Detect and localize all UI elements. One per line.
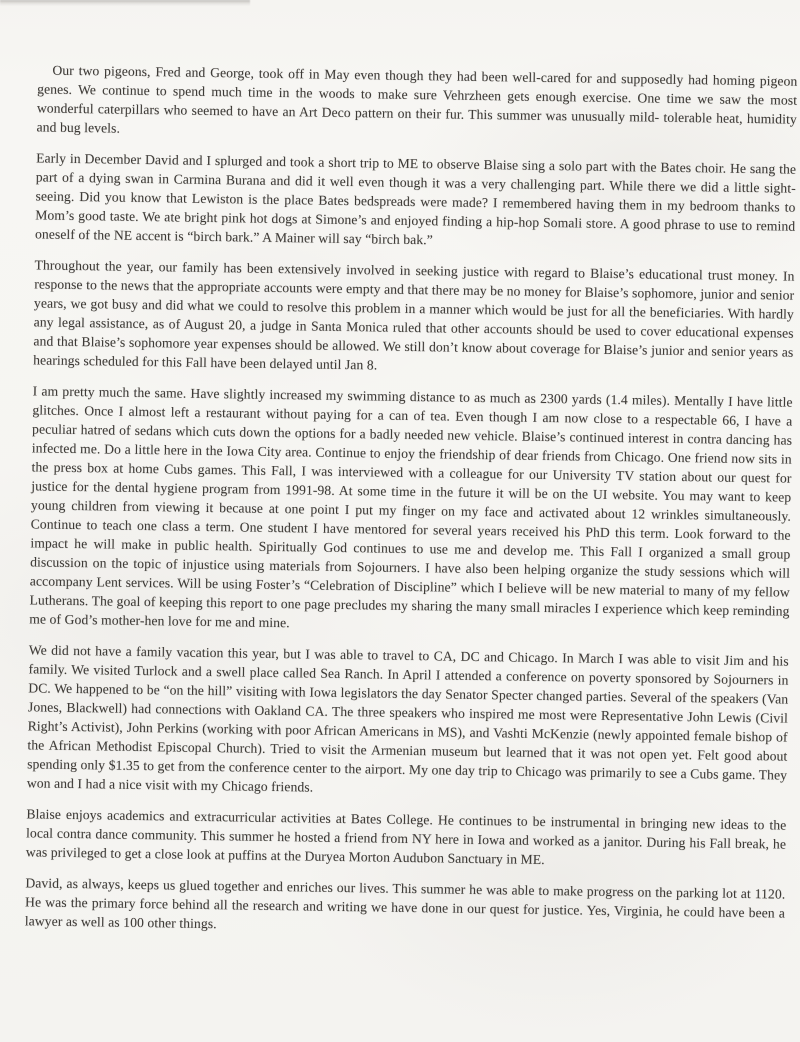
paragraph-personal-update: I am pretty much the same. Have slightly increased my swimming distance to as much as 2300 yards (1.4 miles). Mentally I have little glitches. Once I almost left a restaurant without paying for a can of tea. Even though I am now close to a respectable 66, I have a peculiar hatred of sedans which cuts down the options for a badly needed new vehicle. Blaise’s continued interest in contra dancing has infected me. Do a little here in the Iowa City area. Continue to enjoy the friendship of dear friends from Chicago. One friend now sits in the press box at home Cubs games. This Fall, I was interviewed with a colleague for our University TV station about our quest for justice for the dental hygiene program from 1991-98. At some time in the future it will be on the UI website. You may want to keep young children from viewing it because at one point I put my finger on my face and activated about 12 wrinkles simultaneously. Continue to teach one class a term. One student I have mentored for several years received his PhD this term. Look forward to the impact he will make in public health. Spiritually God continues to use me and develop me. This Fall I organized a small group discussion on the topic of injustice using materials from Sojourners. I have also been helping organize the study sessions which will accompany Lent services. Will be using Foster’s “Celebration of Discipline” which I believe will be new material to many of my fellow Lutherans. The goal of keeping this report to one page precludes my sharing the many small miracles I experience which keep reminding me of God’s mother-hen love for me and mine.: [29, 383, 793, 631]
paragraph-pigeons-summer: Our two pigeons, Fred and George, took off in May even though they had been well-cared for and supposedly had homing pigeon genes. We continue to spend much time in the woods to make sure Vehrzheen gets enough exercise. One time we saw the most wonderful caterpillars who seemed to have an Art Deco pattern on their fur. This summer was unusually mild- tolerable heat, humidity and bug levels.: [36, 62, 798, 136]
paragraph-maine-trip: Early in December David and I splurged and took a short trip to ME to observe Blaise sing a solo part with the Bates choir. He sang the part of a dying swan in Carmina Burana and did it well even though it was a very challenging part. While there we did a little sight-seeing. Did you know that Lewiston is the place Bates bedspreads were made? I remembered having them in my bedroom thanks to Mom’s good taste. We ate bright pink hot dogs at Simone’s and enjoyed finding a hip-hop Somali store. A good phrase to use to remind oneself of the NE accent is “birch bark.” A Mainer will say “birch bak.”: [34, 150, 797, 248]
paragraph-trust-justice: Throughout the year, our family has been extensively involved in seeking justice with regard to Blaise’s educational trust money. In response to the news that the appropriate accounts were empty and that there may be no money for Blaise’s sophomore, junior and senior years, we got busy and did what we could to resolve this problem in a manner which would be just for all the beneficiaries. With hardly any legal assistance, as of August 20, a judge in Santa Monica ruled that other accounts should be used to cover educational expenses and that Blaise’s sophomore year expenses should be allowed. We still don’t know about coverage for Blaise’s junior and senior years as hearings scheduled for this Fall have been delayed until Jan 8.: [33, 257, 795, 373]
paragraph-travel: We did not have a family vacation this year, but I was able to travel to CA, DC and Chicago. In March I was able to visit Jim and his family. We visited Turlock and a swell place called Sea Ranch. In April I attended a conference on poverty sponsored by Sojourners in DC. We happened to be “on the hill” visiting with Iowa legislators the day Senator Specter changed parties. Several of the speakers (Van Jones, Blackwell) had connections with Oakland CA. The three speakers who inspired me most were Representative John Lewis (Civil Right’s Activist), John Perkins (working with poor African Americans in MS), and Vashti McKenzie (newly appointed female bishop of the African Methodist Episcopal Church). Tried to visit the Armenian museum but learned that it was not open yet. Felt good about spending only $1.35 to get from the conference center to the airport. My one day trip to Chicago was primarily to see a Cubs game. They won and I had a nice visit with my Chicago friends.: [26, 642, 789, 795]
paragraph-blaise: Blaise enjoys academics and extracurricular activities at Bates College. He continues to be instrumental in bringing new ideas to the local contra dance community. This summer he hosted a friend from NY here in Iowa and worked as a janitor. During his Fall break, he was privileged to get a close look at puffins at the Duryea Morton Audubon Sanctuary in ME.: [25, 806, 787, 868]
scan-edge-artifact: [0, 0, 250, 6]
letter-body: [24, 60, 797, 953]
paragraph-david: David, as always, keeps us glued together and enriches our lives. This summer he was able to make progress on the parking lot at 1120. He was the primary force behind all the research and writing we have done in our quest for justice. Yes, Virginia, he could have been a lawyer as well as 100 other things.: [24, 875, 786, 932]
